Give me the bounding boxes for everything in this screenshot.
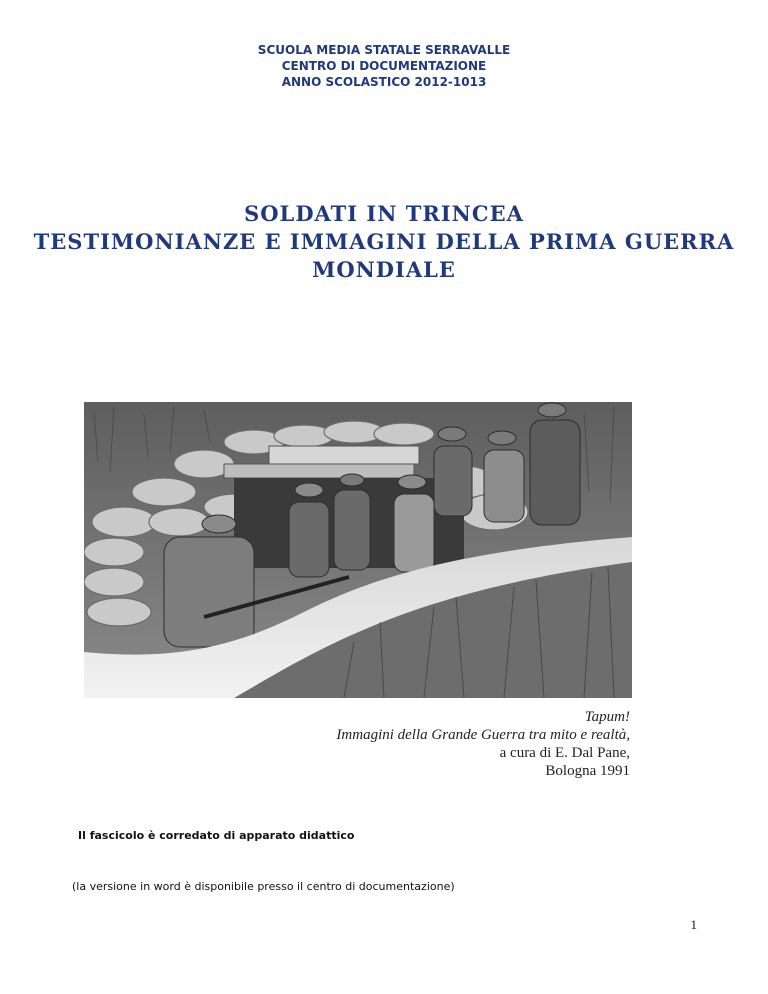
caption-subtitle: Immagini della Grande Guerra tra mito e realtà, (336, 727, 630, 743)
caption-publication: Bologna 1991 (545, 763, 630, 779)
photo-caption (300, 708, 630, 780)
title-line-2: TESTIMONIANZE E IMMAGINI DELLA PRIMA GUERRA (33, 229, 735, 254)
document-title (30, 200, 738, 284)
caption-book-title: Tapum! (584, 709, 630, 725)
page-number: 1 (690, 917, 697, 932)
school-name: SCUOLA MEDIA STATALE SERRAVALLE (257, 43, 511, 57)
title-line-3: MONDIALE (312, 257, 456, 282)
didactic-note: Il fascicolo è corredato di apparato didattico (78, 829, 355, 842)
school-header (0, 42, 768, 90)
caption-editor: a cura di E. Dal Pane, (499, 745, 630, 761)
documentation-center: CENTRO DI DOCUMENTAZIONE (281, 59, 487, 73)
trench-photo-illustration (84, 402, 632, 698)
trench-photo (84, 402, 632, 698)
school-year: ANNO SCOLASTICO 2012-1013 (281, 75, 487, 89)
title-line-1: SOLDATI IN TRINCEA (244, 201, 524, 226)
word-version-note: (la versione in word è disponibile presso il centro di documentazione) (72, 880, 455, 893)
